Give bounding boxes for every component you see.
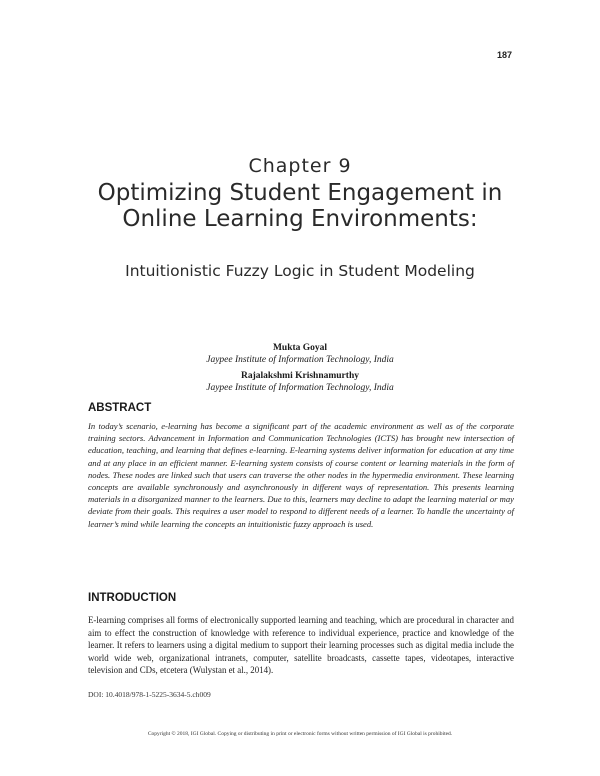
chapter-subtitle: Intuitionistic Fuzzy Logic in Student Modeling bbox=[125, 262, 475, 280]
author-name: Rajalakshmi Krishnamurthy bbox=[241, 371, 359, 381]
author-affiliation: Jaypee Institute of Information Technology, India bbox=[206, 355, 394, 365]
page-number: 187 bbox=[496, 50, 512, 60]
introduction-paragraph: E-learning comprises all forms of electronically supported learning and teaching, which are procedural in character and aim to effect the construction of knowledge with reference to individual experience, practice and knowledge of the learner. It refers to learners using a digital medium to support their learning processes such as digital media include the world wide web, organizational intranets, computer, satellite broadcasts, cassette tapes, videotapes, interactive television and CDs, etcetera (Wulystan et al., 2014). bbox=[88, 615, 514, 676]
abstract-body bbox=[88, 420, 514, 530]
author-block-2 bbox=[0, 370, 600, 394]
doi: DOI: 10.4018/978-1-5225-3634-5.ch009 bbox=[88, 690, 211, 699]
copyright-notice: Copyright © 2018, IGI Global. Copying or distributing in print or electronic forms without written permission of IGI Global is prohibited. bbox=[147, 731, 453, 737]
abstract-heading: ABSTRACT bbox=[88, 402, 152, 414]
introduction-body bbox=[88, 614, 514, 677]
author-affiliation: Jaypee Institute of Information Technology, India bbox=[206, 383, 394, 393]
introduction-heading: INTRODUCTION bbox=[88, 592, 177, 604]
chapter-title: Optimizing Student Engagement in Online Learning Environments: bbox=[97, 180, 503, 232]
chapter-label: Chapter 9 bbox=[248, 155, 352, 177]
abstract-paragraph: In today’s scenario, e-learning has become a significant part of the academic environment as well as of the corporate training sectors. Advancement in Information and Communication Technologies (ICTS) has brought new intersection of education, teaching, and learning that defines e-learning. E-learning systems deliver information for education at any time and at any place in an efficient manner. E-learning system consists of course content or learning materials in the form of nodes. These nodes are linked such that users can traverse the other nodes in the hypermedia environment. These learning concepts are available synchronously and asynchronously in different ways of representation. This presents learning materials in a disorganized manner to the learners. Due to this, learners may decline to adapt the learning material or may deviate from their goals. This requires a user model to respond to different needs of a learner. To handle the uncertainty of learner’s mind while learning the concepts an intuitionistic fuzzy approach is used. bbox=[88, 421, 514, 529]
author-name: Mukta Goyal bbox=[272, 343, 328, 353]
author-block-1 bbox=[0, 342, 600, 366]
